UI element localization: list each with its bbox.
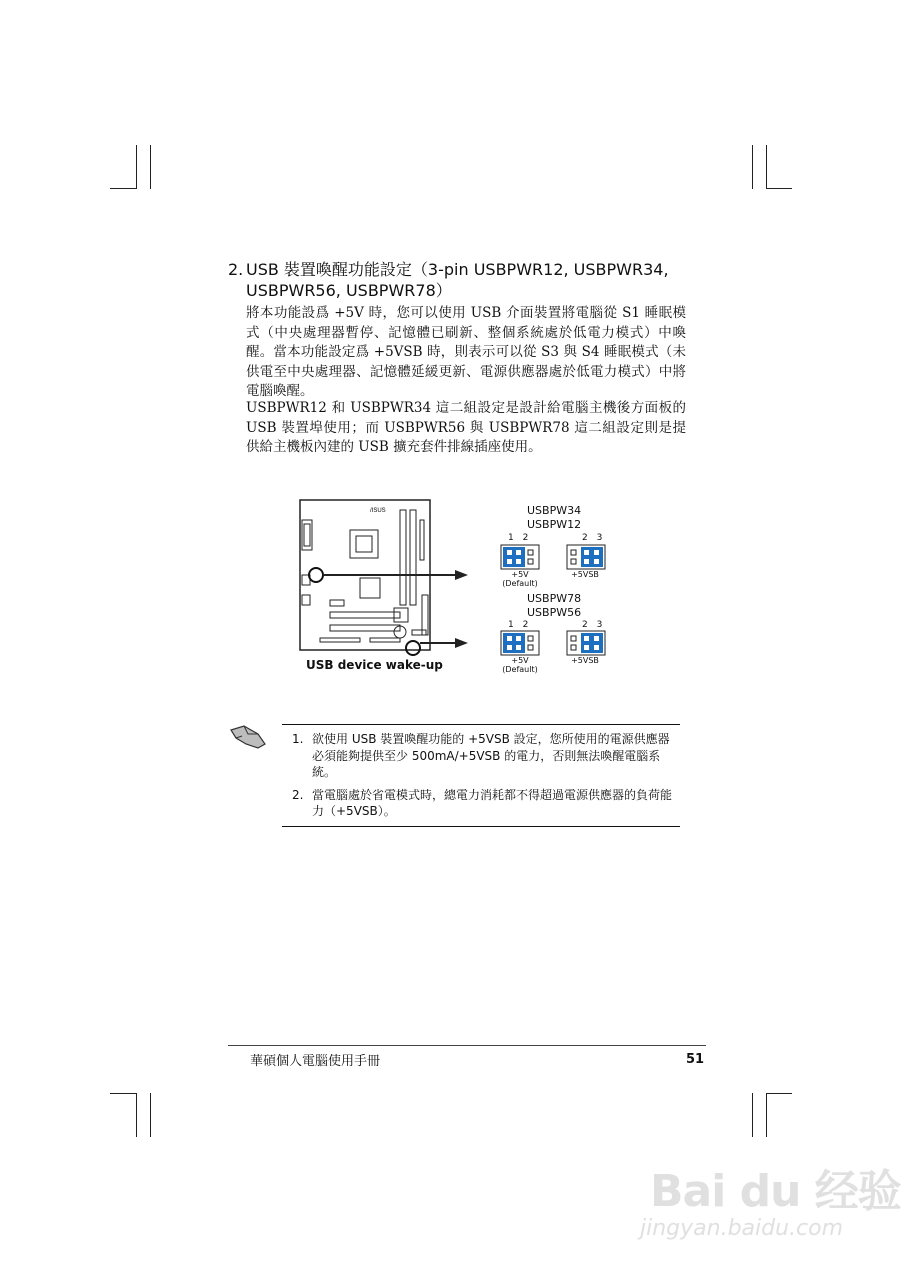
figure-caption: USB device wake-up	[306, 658, 443, 672]
note-item	[282, 731, 680, 781]
note-number: 1.	[292, 732, 304, 746]
dimm-slot	[410, 510, 416, 605]
arrow-head	[455, 638, 468, 648]
pci-slot	[330, 612, 400, 618]
footer-divider	[228, 1045, 706, 1046]
crop-mark	[136, 145, 137, 189]
usbpw56-78-highlight	[406, 641, 420, 655]
jumper-label: USBPW34	[527, 504, 582, 517]
section-heading	[228, 259, 698, 301]
note-number: 2.	[292, 787, 304, 802]
crop-mark	[766, 1093, 767, 1137]
board-logo: /ISUS	[370, 508, 386, 514]
pin-numbers: 2 3	[582, 620, 606, 630]
notes-box	[282, 724, 680, 827]
pin-numbers: 2 3	[582, 533, 606, 543]
crop-mark	[752, 1093, 753, 1137]
jumper-setting-sub: (Default)	[502, 579, 538, 588]
note-text: 欲使用 USB 裝置喚醒功能的 +5VSB 設定，您所使用的電源供應器必須能夠提供至少 500mA/+5VSB 的電力，否則無法喚醒電腦系統。	[312, 732, 670, 779]
pin-numbers: 1 2	[508, 620, 532, 630]
section-number: 2.	[228, 260, 244, 279]
crop-mark	[766, 188, 792, 189]
jumper-label: USBPW78	[527, 592, 582, 605]
jumper-setting-label: +5V	[511, 570, 529, 579]
jumper-label: USBPW56	[527, 606, 582, 619]
usbpw12-34-highlight	[309, 568, 323, 582]
jumper-setting-label: +5V	[511, 656, 529, 665]
pci-slot	[330, 625, 400, 631]
crop-mark	[110, 1093, 136, 1094]
crop-mark	[150, 1093, 151, 1137]
page-number: 51	[686, 1052, 705, 1067]
jumper-setting-label: +5VSB	[571, 656, 599, 665]
crop-mark	[766, 1093, 792, 1094]
crop-mark	[766, 145, 767, 189]
watermark-logo: Bai du 经验	[650, 1166, 901, 1217]
crop-mark	[110, 188, 136, 189]
arrow-head	[455, 570, 468, 580]
jumper-diagram	[500, 544, 610, 570]
watermark-url: jingyan.baidu.com	[640, 1216, 844, 1241]
crop-mark	[752, 145, 753, 189]
jumper-label: USBPW12	[527, 518, 582, 531]
paragraph-2: USBPWR12 和 USBPWR34 這二組設定是設計給電腦主機後方面板的 USB 裝置埠使用；而 USBPWR56 與 USBPWR78 這二組設定則是提供給主機板內建的 USB 擴充套件排線插座使用。	[246, 400, 686, 455]
chipset	[360, 578, 380, 598]
jumper-diagram	[500, 630, 610, 656]
note-text: 當電腦處於省電模式時，總電力消耗都不得超過電源供應器的負荷能力（+5VSB）。	[312, 787, 673, 818]
crop-mark	[136, 1093, 137, 1137]
note-item	[282, 787, 680, 820]
paragraph-1: 將本功能設爲 +5V 時，您可以使用 USB 介面裝置將電腦從 S1 睡眠模式（中央處理器暫停、記憶體已刷新、整個系統處於低電力模式）中喚醒。當本功能設定爲 +5VSB 時，則表示可以從 S3 與 S4 睡眠模式（未供電至中央處理器、記憶體延緩更新、電源供應器處於低電力模式）中將電腦喚醒。	[246, 305, 686, 399]
section-title: USB 裝置喚醒功能設定（3-pin USBPWR12, USBPWR34, USBPWR56, USBPWR78）	[246, 260, 669, 300]
jumper-setting-label: +5VSB	[571, 570, 599, 579]
jumper-setting-sub: (Default)	[502, 665, 538, 674]
dimm-slot	[400, 510, 406, 605]
cpu-socket	[350, 530, 378, 558]
pin-numbers: 1 2	[508, 533, 532, 543]
note-hand-icon	[228, 722, 268, 750]
footer-title: 華碩個人電腦使用手冊	[250, 1054, 381, 1069]
crop-mark	[150, 145, 151, 189]
